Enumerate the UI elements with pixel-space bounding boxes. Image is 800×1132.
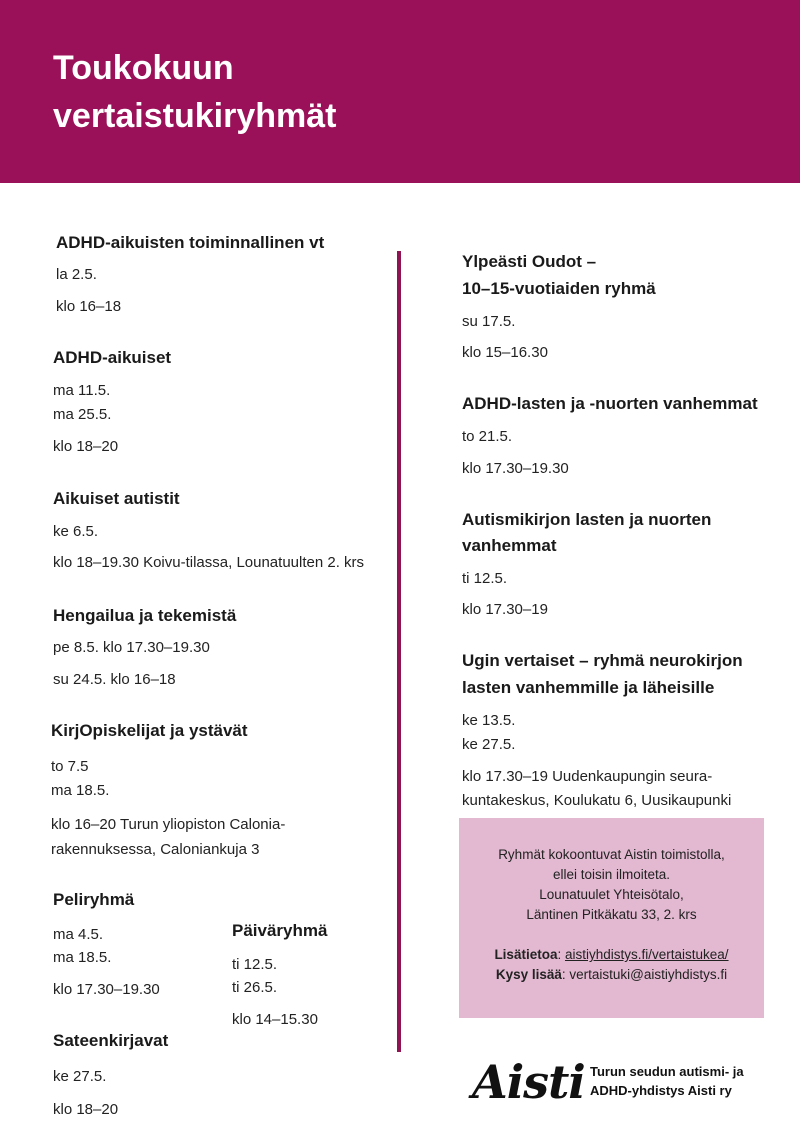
group-title-paivaryhma: Päiväryhmä (232, 921, 328, 940)
group-time: klo 14–15.30 (232, 1011, 318, 1028)
group-title-kirjopiskelijat: KirjOpiskelijat ja ystävät (51, 721, 248, 740)
group-date: ma 11.5. (53, 382, 111, 399)
group-time: klo 17.30–19.30 (462, 460, 569, 477)
aisti-logo (470, 1048, 585, 1109)
group-title-ugin-vertaiset-line2: lasten vanhemmille ja läheisille (462, 678, 715, 697)
group-date: ke 13.5. (462, 712, 516, 729)
group-title-autismikirjon-vanhemmat-line2: vanhemmat (462, 536, 557, 555)
group-title-adhd-aikuiset: ADHD-aikuiset (53, 348, 172, 367)
group-title-peliryhma: Peliryhmä (53, 890, 135, 909)
group-title-adhd-vanhemmat: ADHD-lasten ja -nuorten vanhemmat (462, 394, 758, 413)
group-time: klo 17.30–19 (462, 601, 548, 618)
group-title-ylpeasti-oudot: Ylpeästi Oudot – (462, 252, 597, 271)
group-time: klo 17.30–19.30 (53, 981, 160, 998)
info-line: Ryhmät kokoontuvat Aistin toimistolla, (498, 847, 725, 862)
group-schedule: su 24.5. klo 16–18 (53, 671, 176, 688)
group-date: ti 26.5. (232, 979, 278, 996)
info-line: Läntinen Pitkäkatu 33, 2. krs (526, 907, 697, 922)
contact-email[interactable]: vertaistuki@aistiyhdistys.fi (569, 967, 728, 982)
column-divider (397, 251, 401, 1052)
header-banner (0, 0, 800, 183)
group-date: ke 6.5. (53, 523, 99, 540)
group-title-hengailua: Hengailua ja tekemistä (53, 606, 237, 625)
group-time: kuntakeskus, Koulukatu 6, Uusikaupunki (462, 792, 732, 809)
group-date: ke 27.5. (462, 736, 516, 753)
group-date: to 7.5 (51, 758, 89, 775)
page-title: Toukokuun vertaistukiryhmät (53, 49, 337, 135)
group-title-ylpeasti-oudot-line2: 10–15-vuotiaiden ryhmä (462, 279, 656, 298)
group-date: to 21.5. (462, 428, 513, 445)
more-info-link[interactable]: aistiyhdistys.fi/vertaistukea/ (564, 947, 729, 962)
group-title-sateenkirjavat: Sateenkirjavat (53, 1031, 169, 1050)
organization-name-line1: Turun seudun autismi- ja (590, 1064, 744, 1079)
group-title-ugin-vertaiset: Ugin vertaiset – ryhmä neurokirjon (462, 651, 743, 670)
info-line: ellei toisin ilmoiteta. (552, 867, 671, 882)
group-date: ti 12.5. (462, 570, 508, 587)
group-date: ma 18.5. (51, 782, 110, 799)
organization-name (590, 1062, 744, 1100)
group-date: la 2.5. (56, 266, 97, 283)
info-line: Lounatuulet Yhteisötalo, (539, 887, 684, 902)
group-title-autismikirjon-vanhemmat: Autismikirjon lasten ja nuorten (462, 510, 712, 529)
group-date: su 17.5. (462, 313, 516, 330)
ask-more-label: Kysy lisää (495, 967, 562, 982)
group-date: ma 18.5. (53, 949, 112, 966)
more-info-label: Lisätietoa (494, 947, 558, 962)
group-date: ke 27.5. (53, 1068, 107, 1085)
group-time: klo 18–20 (53, 1101, 119, 1118)
ask-more-line: Kysy lisää: vertaistuki@aistiyhdistys.fi (495, 967, 728, 982)
group-date: ma 4.5. (53, 926, 104, 943)
organization-name-line2: ADHD-yhdistys Aisti ry (590, 1083, 732, 1098)
group-time: klo 16–18 (56, 298, 122, 315)
group-title-aikuiset-autistit: Aikuiset autistit (53, 489, 180, 508)
info-box (459, 818, 764, 1018)
group-title-adhd-toiminnallinen: ADHD-aikuisten toiminnallinen vt (56, 233, 325, 252)
group-time: klo 17.30–19 Uudenkaupungin seura- (462, 768, 713, 785)
group-time: klo 15–16.30 (462, 344, 548, 361)
logo-wordmark: Aisti (472, 1055, 585, 1109)
more-info-line: Lisätietoa: aistiyhdistys.fi/vertaistukea/ (494, 947, 729, 962)
group-time: klo 16–20 Turun yliopiston Calonia- (51, 816, 286, 833)
group-date: ti 12.5. (232, 956, 278, 973)
group-date: ma 25.5. (53, 406, 112, 423)
group-time: klo 18–19.30 Koivu-tilassa, Lounatuulten 2. krs (53, 554, 365, 571)
group-time: klo 18–20 (53, 438, 119, 455)
group-schedule: pe 8.5. klo 17.30–19.30 (53, 639, 210, 656)
group-time: rakennuksessa, Caloniankuja 3 (51, 841, 260, 858)
